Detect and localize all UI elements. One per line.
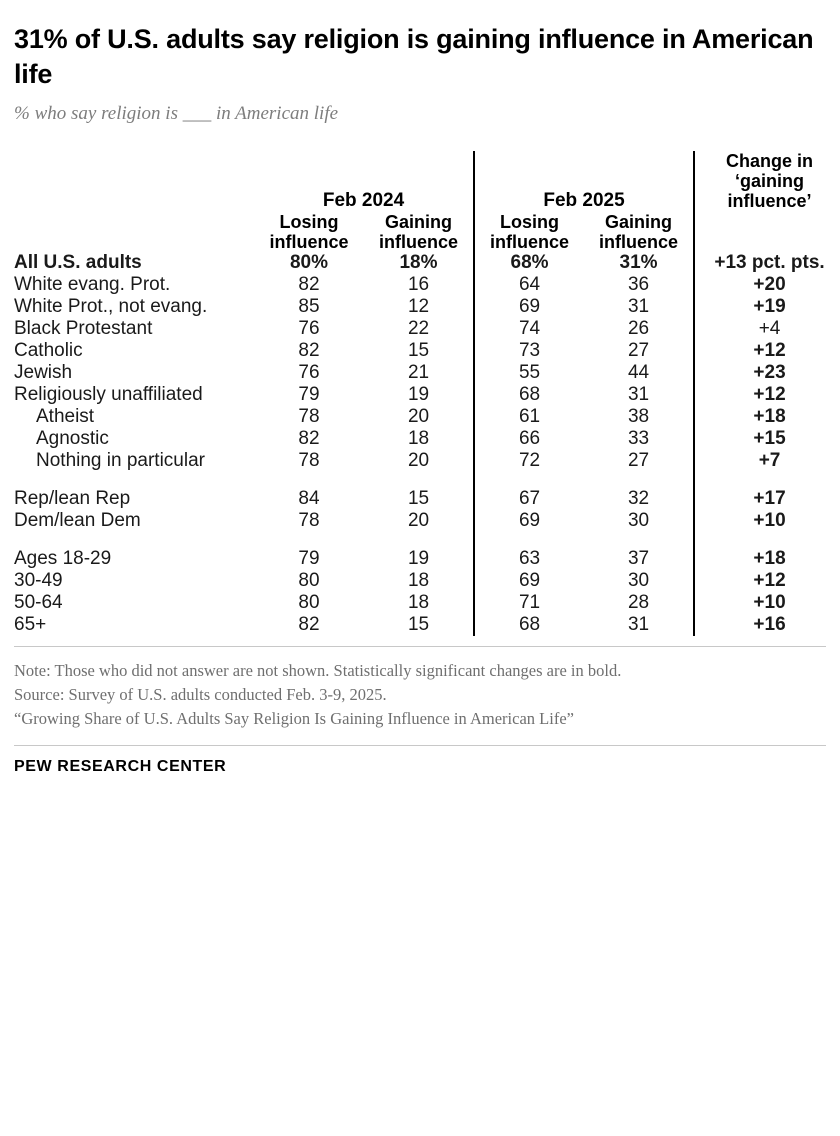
row-label: Catholic [14, 339, 83, 361]
cell-change: +15 [694, 428, 840, 450]
cell-2025-losing: 67 [474, 488, 584, 510]
row-label: Jewish [14, 361, 73, 383]
row-label: All U.S. adults [14, 251, 142, 273]
cell-2025-gaining: 27 [627, 339, 650, 361]
row-label: Ages 18-29 [14, 547, 112, 569]
cell-2024-losing: 80% [289, 251, 329, 273]
cell-2025-losing: 69 [474, 570, 584, 592]
table-row [14, 406, 840, 428]
cell-change: +12 [694, 570, 840, 592]
header-empty-corner [14, 151, 254, 211]
table-row [14, 296, 840, 318]
spacer-cell [584, 532, 694, 548]
row-label: 65+ [14, 613, 47, 635]
cell-2025-gaining: 44 [627, 361, 650, 383]
table-row [14, 384, 840, 406]
cell-2025-losing: 74 [474, 318, 584, 340]
cell-2024-losing: 80 [298, 591, 320, 613]
cell-2025-losing: 61 [474, 406, 584, 428]
page-title: 31% of U.S. adults say religion is gaining influence in American life [14, 24, 814, 89]
header-change-line3: influence’ [727, 191, 812, 212]
comparison-table [14, 151, 840, 636]
table-row [14, 570, 840, 592]
cell-2024-gaining: 19 [407, 547, 430, 569]
cell-2025-losing: 69 [474, 510, 584, 532]
cell-change: +19 [694, 296, 840, 318]
brand-label: PEW RESEARCH CENTER [14, 745, 826, 776]
footer-note: Note: Those who did not answer are not shown. Statistically significant changes are in bold. [14, 660, 622, 680]
cell-2025-gaining: 30 [627, 569, 650, 591]
header-change-line1: Change in [726, 151, 814, 172]
cell-2025-losing: 68 [474, 614, 584, 636]
header-2025-gaining-influence: influence [599, 231, 679, 252]
cell-2024-losing: 79 [298, 383, 320, 405]
cell-2024-gaining: 20 [407, 405, 430, 427]
table-row [14, 340, 840, 362]
header-empty-corner-2 [14, 212, 254, 252]
header-2025-losing-word: Losing [500, 211, 560, 232]
table-row-spacer [14, 472, 840, 488]
spacer-cell [254, 472, 364, 488]
cell-2025-gaining: 37 [627, 547, 650, 569]
spacer-cell [694, 472, 840, 488]
header-2025-losing-influence: influence [490, 231, 570, 252]
spacer-cell [364, 472, 474, 488]
cell-2025-losing: 68 [474, 384, 584, 406]
row-label: White Prot., not evang. [14, 295, 208, 317]
cell-2024-gaining: 15 [407, 487, 430, 509]
cell-2024-gaining: 19 [407, 383, 430, 405]
header-2024-gaining-word: Gaining [385, 211, 452, 232]
spacer-cell [474, 472, 584, 488]
cell-2024-losing: 78 [298, 449, 320, 471]
cell-2025-gaining: 31 [627, 295, 650, 317]
cell-2025-gaining: 28 [627, 591, 650, 613]
cell-2024-gaining: 18 [407, 569, 430, 591]
cell-2025-gaining: 33 [627, 427, 650, 449]
table-row [14, 614, 840, 636]
footer-source: Source: Survey of U.S. adults conducted Feb. 3-9, 2025. [14, 684, 387, 704]
row-label: 50-64 [14, 591, 63, 613]
cell-2024-losing: 79 [298, 547, 320, 569]
row-label: Religiously unaffiliated [14, 383, 203, 405]
header-2024-losing-influence: influence [269, 231, 349, 252]
header-2024-gaining-influence: influence [379, 231, 459, 252]
row-label: Nothing in particular [36, 449, 205, 471]
spacer-cell [14, 532, 254, 548]
spacer-cell [694, 532, 840, 548]
cell-2025-losing: 71 [474, 592, 584, 614]
header-2024-losing [254, 212, 364, 252]
cell-change: +7 [694, 450, 840, 472]
cell-change: +20 [694, 274, 840, 296]
cell-2025-gaining: 32 [627, 487, 650, 509]
cell-2024-losing: 85 [298, 295, 320, 317]
cell-change: +10 [694, 592, 840, 614]
row-label: Black Protestant [14, 317, 153, 339]
spacer-cell [474, 532, 584, 548]
cell-2025-losing: 69 [474, 296, 584, 318]
cell-2025-gaining: 36 [627, 273, 650, 295]
chart-subtitle: % who say religion is ___ in American life [14, 103, 339, 125]
spacer-cell [364, 532, 474, 548]
table-row [14, 548, 840, 570]
table-row [14, 488, 840, 510]
cell-change: +18 [694, 406, 840, 428]
cell-2024-gaining: 22 [407, 317, 430, 339]
header-change-line2: ‘gaining [735, 171, 805, 192]
cell-2024-losing: 78 [298, 509, 320, 531]
cell-change: +17 [694, 488, 840, 510]
cell-2025-losing: 55 [474, 362, 584, 384]
cell-2024-losing: 76 [298, 361, 320, 383]
table-body [14, 252, 840, 636]
cell-2024-losing: 82 [298, 613, 320, 635]
cell-2025-losing: 63 [474, 548, 584, 570]
cell-2025-gaining: 31 [627, 613, 650, 635]
cell-2025-gaining: 38 [627, 405, 650, 427]
table-row [14, 510, 840, 532]
spacer-cell [14, 472, 254, 488]
header-2024-losing-word: Losing [279, 211, 339, 232]
header-2025-gaining-word: Gaining [605, 211, 673, 232]
cell-2025-gaining: 31% [619, 251, 658, 273]
cell-2025-losing: 68% [474, 252, 584, 274]
cell-change: +13 pct. pts. [694, 252, 840, 274]
header-2025-gaining [584, 212, 694, 252]
cell-2025-gaining: 26 [627, 317, 650, 339]
header-2025-losing [474, 212, 584, 252]
cell-2024-gaining: 21 [407, 361, 430, 383]
cell-2025-gaining: 27 [627, 449, 650, 471]
table-row [14, 592, 840, 614]
header-group-2025: Feb 2025 [474, 151, 694, 211]
cell-2024-gaining: 15 [407, 613, 430, 635]
cell-2024-losing: 80 [298, 569, 320, 591]
table-row [14, 252, 840, 274]
table-row [14, 362, 840, 384]
cell-2024-losing: 82 [298, 273, 320, 295]
cell-2024-gaining: 16 [407, 273, 430, 295]
cell-2024-gaining: 18 [407, 427, 430, 449]
cell-2024-gaining: 18 [407, 591, 430, 613]
cell-2025-losing: 73 [474, 340, 584, 362]
cell-change: +12 [694, 340, 840, 362]
cell-2024-losing: 82 [298, 339, 320, 361]
cell-change: +12 [694, 384, 840, 406]
cell-2024-gaining: 12 [407, 295, 430, 317]
spacer-cell [254, 532, 364, 548]
cell-2024-gaining: 15 [407, 339, 430, 361]
cell-2025-losing: 64 [474, 274, 584, 296]
chart-footer [14, 646, 826, 731]
cell-2024-gaining: 20 [407, 449, 430, 471]
cell-2025-losing: 66 [474, 428, 584, 450]
cell-2024-gaining: 20 [407, 509, 430, 531]
header-2024-gaining [364, 212, 474, 252]
cell-change: +18 [694, 548, 840, 570]
row-label: Agnostic [36, 427, 109, 449]
row-label: Dem/lean Dem [14, 509, 141, 531]
footer-report: “Growing Share of U.S. Adults Say Religion Is Gaining Influence in American Life” [14, 708, 574, 728]
cell-change: +10 [694, 510, 840, 532]
table-row [14, 274, 840, 296]
row-label: White evang. Prot. [14, 273, 171, 295]
table-row [14, 318, 840, 340]
cell-2024-losing: 78 [298, 405, 320, 427]
spacer-cell [584, 472, 694, 488]
cell-2025-losing: 72 [474, 450, 584, 472]
cell-change: +16 [694, 614, 840, 636]
cell-change: +4 [694, 318, 840, 340]
cell-2024-losing: 82 [298, 427, 320, 449]
cell-2025-gaining: 31 [627, 383, 650, 405]
table-header [14, 151, 840, 252]
row-label: Atheist [36, 405, 95, 427]
cell-2024-losing: 76 [298, 317, 320, 339]
header-group-2024: Feb 2024 [322, 189, 405, 211]
table-row [14, 428, 840, 450]
cell-2025-gaining: 30 [627, 509, 650, 531]
row-label: Rep/lean Rep [14, 487, 131, 509]
cell-change: +23 [694, 362, 840, 384]
table-row [14, 450, 840, 472]
header-change-spacer [694, 212, 840, 252]
row-label: 30-49 [14, 569, 63, 591]
cell-2024-gaining: 18% [399, 251, 438, 273]
table-row-spacer [14, 532, 840, 548]
header-change [694, 151, 840, 211]
cell-2024-losing: 84 [298, 487, 320, 509]
